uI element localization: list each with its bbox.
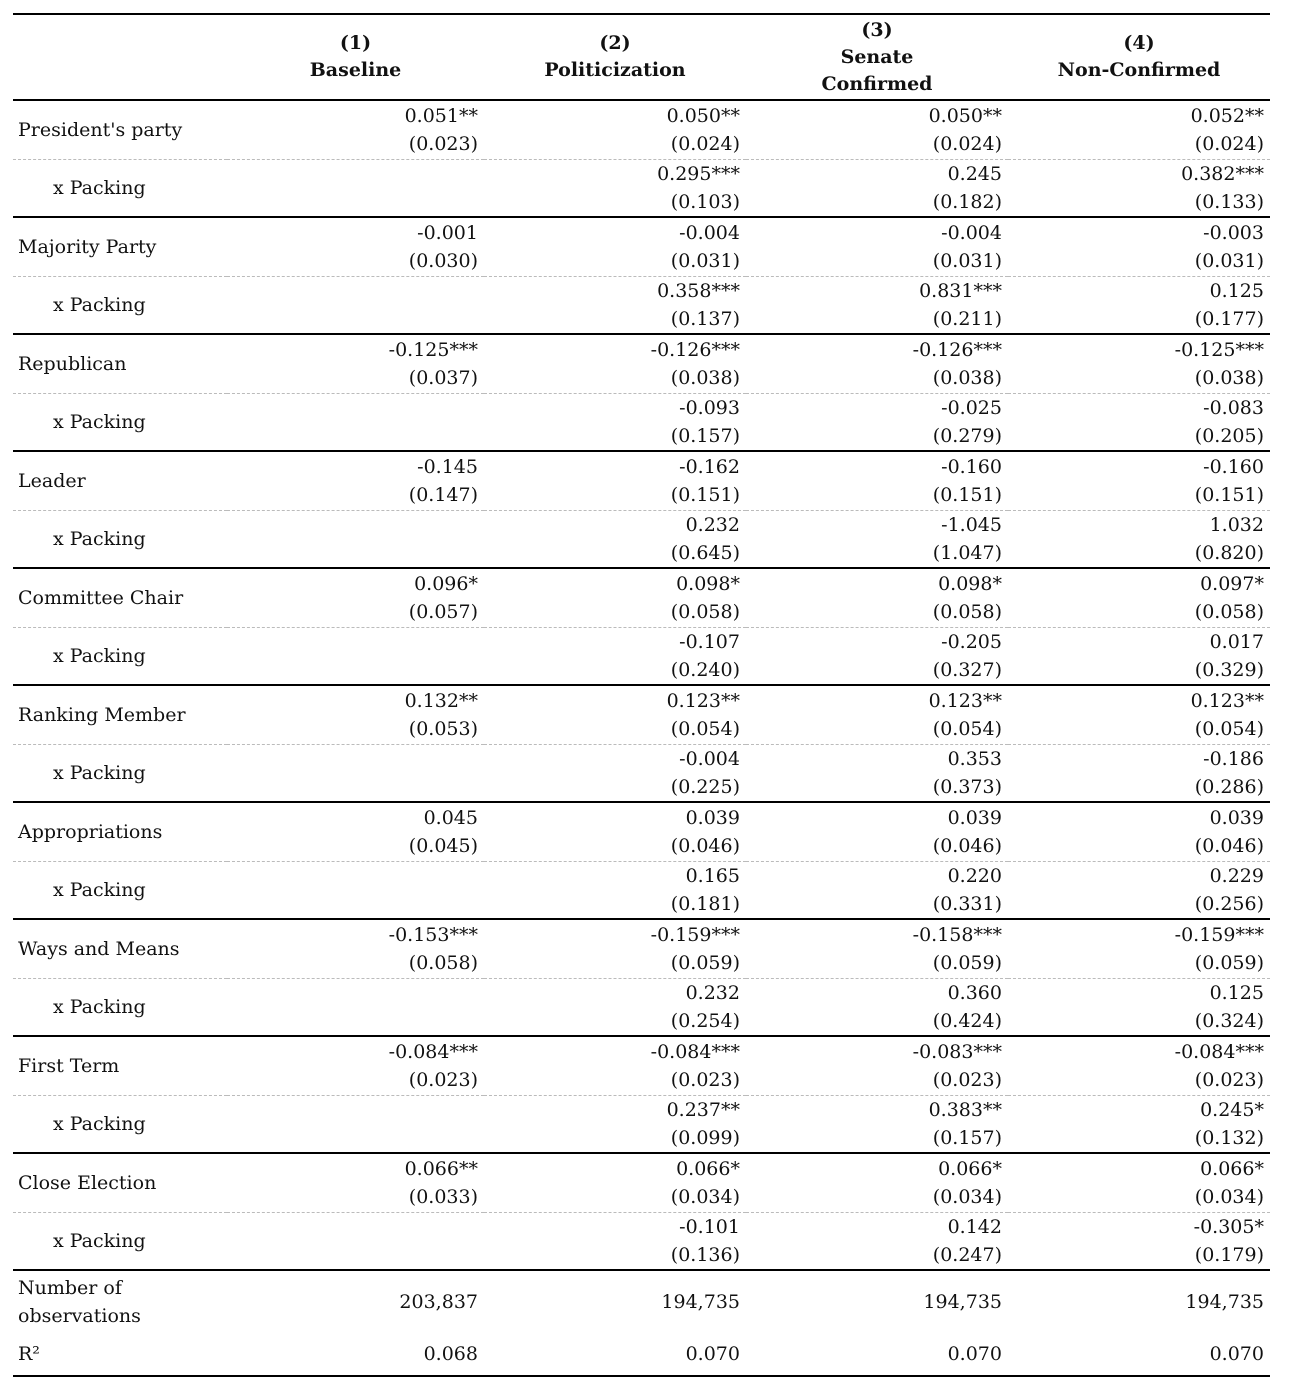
variable-label: President's party — [18, 118, 183, 141]
table-row — [13, 100, 1270, 159]
interaction-coefficient-cell — [227, 978, 484, 1036]
coefficient-cell — [746, 334, 1008, 393]
observations-label-line-2: observations — [18, 1304, 141, 1327]
coefficient-value: 0.123** — [1190, 689, 1264, 712]
standard-error-value: (0.034) — [670, 1185, 740, 1208]
interaction-coefficient-value: -0.083 — [1203, 396, 1264, 419]
coefficient-value: 0.050** — [666, 104, 740, 127]
coefficient-value: -0.158*** — [912, 923, 1002, 946]
column-number: (4) — [1123, 32, 1155, 54]
interaction-coefficient-cell — [484, 1212, 746, 1270]
column-name: Politicization — [544, 59, 686, 81]
interaction-coefficient-cell — [1008, 1212, 1270, 1270]
table-row — [13, 334, 1270, 393]
coefficient-cell — [227, 100, 484, 159]
observations-value: 203,837 — [227, 1270, 484, 1332]
standard-error-value: (0.057) — [408, 600, 478, 623]
interaction-coefficient-cell — [1008, 627, 1270, 685]
standard-error-value: (0.059) — [932, 951, 1002, 974]
interaction-coefficient-cell — [484, 978, 746, 1036]
interaction-coefficient-value: -0.093 — [679, 396, 740, 419]
interaction-coefficient-value: 0.232 — [685, 981, 740, 1004]
coefficient-cell — [746, 100, 1008, 159]
coefficient-cell — [746, 685, 1008, 744]
column-header-3 — [746, 14, 1008, 100]
interaction-standard-error-value: (1.047) — [932, 541, 1002, 564]
interaction-coefficient-value: -0.025 — [941, 396, 1002, 419]
interaction-coefficient-value: 0.017 — [1209, 630, 1264, 653]
table-row-interaction — [13, 861, 1270, 919]
coefficient-value: -0.125*** — [1174, 338, 1264, 361]
interaction-coefficient-value: 0.125 — [1209, 279, 1264, 302]
table-row — [13, 1153, 1270, 1212]
r-squared-value: 0.070 — [746, 1332, 1008, 1376]
interaction-standard-error-value: (0.133) — [1194, 190, 1264, 213]
interaction-coefficient-cell — [484, 627, 746, 685]
coefficient-value: -0.126*** — [650, 338, 740, 361]
interaction-coefficient-value: -0.107 — [679, 630, 740, 653]
interaction-standard-error-value: (0.424) — [932, 1009, 1002, 1032]
interaction-label: x Packing — [13, 1212, 227, 1270]
coefficient-value: 0.039 — [1209, 806, 1264, 829]
interaction-coefficient-cell — [1008, 393, 1270, 451]
coefficient-value: 0.098* — [938, 572, 1002, 595]
coefficient-cell — [1008, 1036, 1270, 1095]
interaction-standard-error-value: (0.254) — [670, 1009, 740, 1032]
standard-error-value: (0.054) — [932, 717, 1002, 740]
coefficient-cell — [1008, 451, 1270, 510]
variable-label: Majority Party — [13, 217, 227, 276]
interaction-coefficient-cell — [1008, 861, 1270, 919]
interaction-coefficient-value: 0.245* — [1200, 1098, 1264, 1121]
coefficient-cell — [227, 217, 484, 276]
coefficient-cell — [227, 1036, 484, 1095]
regression-table — [13, 13, 1270, 1377]
column-name: Senate Confirmed — [821, 45, 933, 95]
r-squared-value: 0.070 — [484, 1332, 746, 1376]
r-squared-row — [13, 1332, 1270, 1376]
coefficient-cell — [484, 1153, 746, 1212]
coefficient-cell — [484, 451, 746, 510]
interaction-standard-error-value: (0.103) — [670, 190, 740, 213]
coefficient-cell — [1008, 802, 1270, 861]
coefficient-value: -0.160 — [941, 455, 1002, 478]
coefficient-cell — [1008, 217, 1270, 276]
interaction-coefficient-cell — [227, 276, 484, 334]
interaction-coefficient-cell — [746, 276, 1008, 334]
table-row — [13, 568, 1270, 627]
coefficient-value: -0.004 — [941, 221, 1002, 244]
interaction-label: x Packing — [13, 744, 227, 802]
interaction-standard-error-value: (0.179) — [1194, 1243, 1264, 1266]
interaction-coefficient-value: -0.205 — [941, 630, 1002, 653]
coefficient-cell — [484, 685, 746, 744]
column-name: Non-Confirmed — [1057, 59, 1221, 81]
standard-error-value: (0.046) — [1194, 834, 1264, 857]
column-header-2 — [484, 14, 746, 100]
r-squared-value: 0.068 — [227, 1332, 484, 1376]
coefficient-value: 0.096* — [414, 572, 478, 595]
standard-error-value: (0.045) — [408, 834, 478, 857]
table-row-interaction — [13, 1212, 1270, 1270]
interaction-standard-error-value: (0.256) — [1194, 892, 1264, 915]
coefficient-value: -0.001 — [417, 221, 478, 244]
interaction-standard-error-value: (0.157) — [932, 1126, 1002, 1149]
interaction-standard-error-value: (0.137) — [670, 307, 740, 330]
coefficient-cell — [746, 1153, 1008, 1212]
interaction-coefficient-cell — [227, 510, 484, 568]
coefficient-value: -0.125*** — [388, 338, 478, 361]
interaction-label: x Packing — [13, 276, 227, 334]
coefficient-value: -0.145 — [417, 455, 478, 478]
interaction-coefficient-cell — [484, 744, 746, 802]
coefficient-cell — [746, 568, 1008, 627]
column-name: Baseline — [309, 59, 402, 81]
interaction-coefficient-cell — [1008, 276, 1270, 334]
coefficient-value: -0.162 — [679, 455, 740, 478]
column-header-4 — [1008, 14, 1270, 100]
interaction-coefficient-cell — [227, 861, 484, 919]
coefficient-cell — [227, 1153, 484, 1212]
coefficient-value: -0.153*** — [388, 923, 478, 946]
coefficient-cell — [484, 802, 746, 861]
interaction-coefficient-cell — [746, 1095, 1008, 1153]
coefficient-value: 0.039 — [685, 806, 740, 829]
interaction-coefficient-value: -1.045 — [941, 513, 1002, 536]
observations-label-line-1: Number of — [18, 1276, 122, 1299]
table-row-interaction — [13, 510, 1270, 568]
interaction-standard-error-value: (0.247) — [932, 1243, 1002, 1266]
interaction-coefficient-cell — [746, 1212, 1008, 1270]
interaction-label: x Packing — [13, 1095, 227, 1153]
observations-value: 194,735 — [746, 1270, 1008, 1332]
interaction-standard-error-value: (0.099) — [670, 1126, 740, 1149]
interaction-coefficient-cell — [1008, 978, 1270, 1036]
interaction-coefficient-cell — [484, 159, 746, 217]
interaction-coefficient-cell — [746, 393, 1008, 451]
interaction-standard-error-value: (0.373) — [932, 775, 1002, 798]
interaction-coefficient-value: 0.220 — [947, 864, 1002, 887]
interaction-standard-error-value: (0.225) — [670, 775, 740, 798]
coefficient-value: 0.132** — [404, 689, 478, 712]
table-row — [13, 802, 1270, 861]
interaction-coefficient-value: -0.004 — [679, 747, 740, 770]
column-number: (1) — [339, 32, 372, 54]
interaction-coefficient-value: -0.101 — [679, 1215, 740, 1238]
coefficient-cell — [227, 802, 484, 861]
interaction-coefficient-cell — [484, 861, 746, 919]
table-body — [13, 100, 1270, 1376]
coefficient-value: -0.004 — [679, 221, 740, 244]
coefficient-cell — [746, 802, 1008, 861]
interaction-coefficient-cell — [1008, 744, 1270, 802]
coefficient-cell — [746, 217, 1008, 276]
standard-error-value: (0.058) — [932, 600, 1002, 623]
coefficient-value: 0.050** — [928, 104, 1002, 127]
interaction-coefficient-cell — [746, 627, 1008, 685]
coefficient-value: 0.052** — [1190, 104, 1264, 127]
interaction-standard-error-value: (0.211) — [932, 307, 1002, 330]
table-row — [13, 685, 1270, 744]
standard-error-value: (0.038) — [1194, 366, 1264, 389]
standard-error-value: (0.058) — [1194, 600, 1264, 623]
interaction-coefficient-value: -0.305* — [1193, 1215, 1264, 1238]
coefficient-value: -0.083*** — [912, 1040, 1002, 1063]
column-number: (3) — [861, 18, 893, 41]
interaction-coefficient-value: 0.360 — [947, 981, 1002, 1004]
table-row-interaction — [13, 744, 1270, 802]
coefficient-cell — [746, 451, 1008, 510]
column-header-1 — [227, 14, 484, 100]
interaction-coefficient-value: -0.186 — [1203, 747, 1264, 770]
interaction-coefficient-cell — [746, 744, 1008, 802]
standard-error-value: (0.054) — [1194, 717, 1264, 740]
standard-error-value: (0.024) — [670, 132, 740, 155]
interaction-label: x Packing — [13, 861, 227, 919]
coefficient-cell — [746, 919, 1008, 978]
coefficient-value: 0.123** — [928, 689, 1002, 712]
standard-error-value: (0.031) — [932, 249, 1002, 272]
table-row — [13, 919, 1270, 978]
standard-error-value: (0.038) — [932, 366, 1002, 389]
observations-row — [13, 1270, 1270, 1332]
interaction-coefficient-value: 0.831*** — [919, 279, 1002, 302]
table-row-interaction — [13, 276, 1270, 334]
coefficient-value: 0.066* — [676, 1157, 740, 1180]
variable-label: Ranking Member — [13, 685, 227, 744]
interaction-coefficient-cell — [1008, 1095, 1270, 1153]
interaction-coefficient-value: 0.232 — [685, 513, 740, 536]
coefficient-cell — [227, 685, 484, 744]
interaction-coefficient-cell — [1008, 159, 1270, 217]
interaction-label: x Packing — [13, 510, 227, 568]
interaction-coefficient-value: 0.237** — [666, 1098, 740, 1121]
coefficient-cell — [1008, 568, 1270, 627]
interaction-coefficient-cell — [227, 1095, 484, 1153]
standard-error-value: (0.024) — [932, 132, 1002, 155]
interaction-standard-error-value: (0.177) — [1194, 307, 1264, 330]
interaction-coefficient-value: 0.382*** — [1181, 162, 1264, 185]
variable-label: Close Election — [13, 1153, 227, 1212]
interaction-standard-error-value: (0.132) — [1194, 1126, 1264, 1149]
interaction-coefficient-cell — [227, 393, 484, 451]
table-row-interaction — [13, 1095, 1270, 1153]
coefficient-cell — [227, 568, 484, 627]
interaction-coefficient-value: 0.142 — [947, 1215, 1002, 1238]
interaction-label: x Packing — [13, 627, 227, 685]
standard-error-value: (0.059) — [670, 951, 740, 974]
standard-error-value: (0.058) — [670, 600, 740, 623]
standard-error-value: (0.151) — [932, 483, 1002, 506]
table-row — [13, 1036, 1270, 1095]
observations-value: 194,735 — [1008, 1270, 1270, 1332]
interaction-standard-error-value: (0.324) — [1194, 1009, 1264, 1032]
coefficient-value: 0.051** — [404, 104, 478, 127]
standard-error-value: (0.046) — [932, 834, 1002, 857]
standard-error-value: (0.038) — [670, 366, 740, 389]
coefficient-cell — [484, 919, 746, 978]
coefficient-value: -0.159*** — [650, 923, 740, 946]
interaction-coefficient-cell — [746, 159, 1008, 217]
coefficient-cell — [746, 1036, 1008, 1095]
interaction-standard-error-value: (0.279) — [932, 424, 1002, 447]
interaction-coefficient-cell — [746, 978, 1008, 1036]
coefficient-cell — [484, 1036, 746, 1095]
standard-error-value: (0.033) — [408, 1185, 478, 1208]
interaction-coefficient-value: 0.295*** — [657, 162, 740, 185]
interaction-standard-error-value: (0.286) — [1194, 775, 1264, 798]
interaction-standard-error-value: (0.329) — [1194, 658, 1264, 681]
table-row-interaction — [13, 978, 1270, 1036]
standard-error-value: (0.023) — [932, 1068, 1002, 1091]
coefficient-cell — [227, 451, 484, 510]
interaction-coefficient-cell — [227, 627, 484, 685]
interaction-coefficient-cell — [484, 276, 746, 334]
variable-label: Leader — [13, 451, 227, 510]
interaction-standard-error-value: (0.327) — [932, 658, 1002, 681]
coefficient-value: 0.123** — [666, 689, 740, 712]
coefficient-value: -0.160 — [1203, 455, 1264, 478]
interaction-coefficient-cell — [484, 393, 746, 451]
coefficient-cell — [484, 217, 746, 276]
standard-error-value: (0.034) — [1194, 1185, 1264, 1208]
interaction-coefficient-value: 0.165 — [685, 864, 740, 887]
coefficient-value: -0.003 — [1203, 221, 1264, 244]
interaction-standard-error-value: (0.157) — [670, 424, 740, 447]
coefficient-value: 0.045 — [423, 806, 478, 829]
interaction-coefficient-value: 0.245 — [947, 162, 1002, 185]
standard-error-value: (0.023) — [670, 1068, 740, 1091]
coefficient-cell — [227, 919, 484, 978]
table-row — [13, 451, 1270, 510]
table-row-interaction — [13, 627, 1270, 685]
observations-label — [13, 1270, 227, 1332]
standard-error-value: (0.031) — [670, 249, 740, 272]
table-row-interaction — [13, 159, 1270, 217]
interaction-label: x Packing — [13, 159, 227, 217]
column-number: (2) — [599, 32, 631, 54]
coefficient-cell — [484, 334, 746, 393]
interaction-standard-error-value: (0.136) — [670, 1243, 740, 1266]
coefficient-value: 0.066* — [938, 1157, 1002, 1180]
interaction-coefficient-value: 0.383** — [928, 1098, 1002, 1121]
coefficient-value: 0.039 — [947, 806, 1002, 829]
coefficient-cell — [484, 100, 746, 159]
standard-error-value: (0.046) — [670, 834, 740, 857]
interaction-coefficient-value: 0.353 — [947, 747, 1002, 770]
standard-error-value: (0.023) — [1194, 1068, 1264, 1091]
interaction-standard-error-value: (0.240) — [670, 658, 740, 681]
coefficient-cell — [1008, 919, 1270, 978]
interaction-standard-error-value: (0.331) — [932, 892, 1002, 915]
observations-value: 194,735 — [484, 1270, 746, 1332]
coefficient-value: -0.084*** — [650, 1040, 740, 1063]
table-row-interaction — [13, 393, 1270, 451]
r-squared-value: 0.070 — [1008, 1332, 1270, 1376]
interaction-coefficient-cell — [746, 510, 1008, 568]
interaction-coefficient-value: 1.032 — [1209, 513, 1264, 536]
variable-label: Appropriations — [13, 802, 227, 861]
coefficient-value: -0.159*** — [1174, 923, 1264, 946]
interaction-coefficient-value: 0.229 — [1209, 864, 1264, 887]
interaction-standard-error-value: (0.182) — [932, 190, 1002, 213]
coefficient-cell — [1008, 334, 1270, 393]
interaction-label: x Packing — [13, 978, 227, 1036]
coefficient-value: 0.066** — [404, 1157, 478, 1180]
interaction-coefficient-cell — [227, 744, 484, 802]
interaction-coefficient-cell — [746, 861, 1008, 919]
table-header — [13, 14, 1270, 100]
interaction-standard-error-value: (0.820) — [1194, 541, 1264, 564]
coefficient-value: -0.084*** — [1174, 1040, 1264, 1063]
interaction-coefficient-value: 0.358*** — [657, 279, 740, 302]
standard-error-value: (0.054) — [670, 717, 740, 740]
interaction-standard-error-value: (0.645) — [670, 541, 740, 564]
variable-label: First Term — [13, 1036, 227, 1095]
standard-error-value: (0.034) — [932, 1185, 1002, 1208]
coefficient-cell — [1008, 100, 1270, 159]
interaction-coefficient-value: 0.125 — [1209, 981, 1264, 1004]
standard-error-value: (0.053) — [408, 717, 478, 740]
coefficient-value: 0.098* — [676, 572, 740, 595]
interaction-coefficient-cell — [227, 159, 484, 217]
coefficient-value: -0.126*** — [912, 338, 1002, 361]
standard-error-value: (0.037) — [408, 366, 478, 389]
r-squared-label: R² — [13, 1332, 227, 1376]
standard-error-value: (0.147) — [408, 483, 478, 506]
standard-error-value: (0.031) — [1194, 249, 1264, 272]
table-row — [13, 217, 1270, 276]
standard-error-value: (0.059) — [1194, 951, 1264, 974]
standard-error-value: (0.030) — [408, 249, 478, 272]
variable-label: Ways and Means — [13, 919, 227, 978]
standard-error-value: (0.058) — [408, 951, 478, 974]
variable-label: Committee Chair — [13, 568, 227, 627]
interaction-coefficient-cell — [1008, 510, 1270, 568]
standard-error-value: (0.024) — [1194, 132, 1264, 155]
coefficient-value: -0.084*** — [388, 1040, 478, 1063]
interaction-coefficient-cell — [227, 1212, 484, 1270]
interaction-standard-error-value: (0.205) — [1194, 424, 1264, 447]
header-empty-cell — [13, 14, 227, 100]
standard-error-value: (0.023) — [408, 1068, 478, 1091]
standard-error-value: (0.151) — [1194, 483, 1264, 506]
standard-error-value: (0.151) — [670, 483, 740, 506]
coefficient-value: 0.066* — [1200, 1157, 1264, 1180]
interaction-coefficient-cell — [484, 510, 746, 568]
standard-error-value: (0.023) — [408, 132, 478, 155]
coefficient-cell — [1008, 1153, 1270, 1212]
variable-label: Republican — [13, 334, 227, 393]
interaction-coefficient-cell — [484, 1095, 746, 1153]
coefficient-value: 0.097* — [1200, 572, 1264, 595]
interaction-label: x Packing — [13, 393, 227, 451]
coefficient-cell — [484, 568, 746, 627]
interaction-standard-error-value: (0.181) — [670, 892, 740, 915]
coefficient-cell — [227, 334, 484, 393]
coefficient-cell — [1008, 685, 1270, 744]
